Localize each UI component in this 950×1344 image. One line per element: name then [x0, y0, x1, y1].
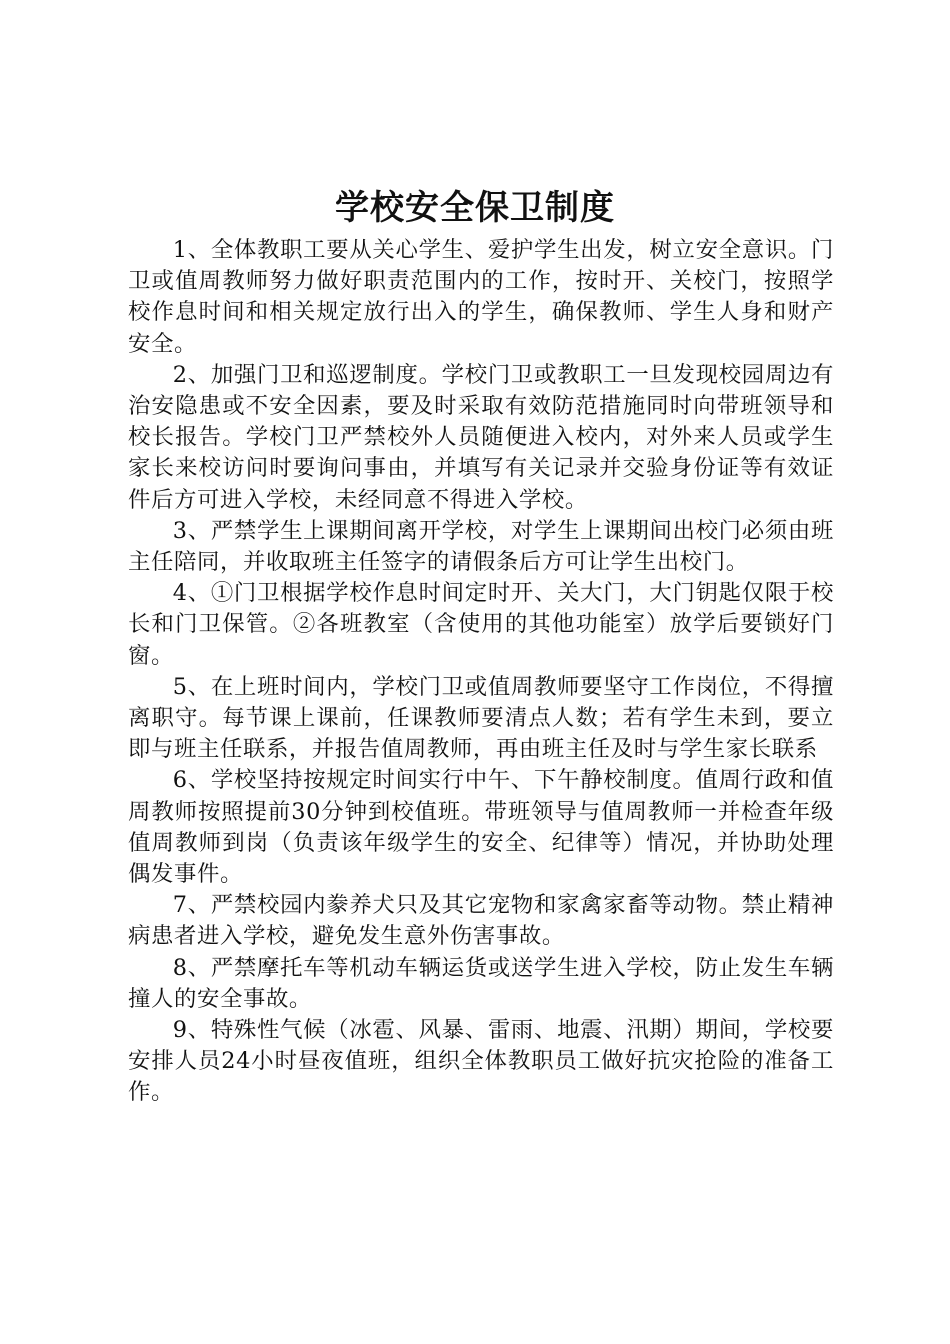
- paragraph-8: 8、严禁摩托车等机动车辆运货或送学生进入学校，防止发生车辆撞人的安全事故。: [128, 954, 834, 1012]
- document-title: 学校安全保卫制度: [335, 188, 615, 228]
- paragraph-4: 4、①门卫根据学校作息时间定时开、关大门，大门钥匙仅限于校长和门卫保管。②各班教室（含使用的其他功能室）放学后要锁好门窗。: [128, 580, 834, 669]
- paragraph-5: 5、在上班时间内，学校门卫或值周教师要坚守工作岗位，不得擅离职守。每节课上课前，任课教师要清点人数；若有学生未到，要立即与班主任联系，并报告值周教师，再由班主任及时与学生家长联系: [128, 673, 834, 763]
- paragraph-6: 6、学校坚持按规定时间实行中午、下午静校制度。值周行政和值周教师按照提前30分钟到校值班。带班领导与值周教师一并检查年级值周教师到岗（负责该年级学生的安全、纪律等）情况，并协助处理偶发事件。: [128, 767, 834, 888]
- paragraph-3: 3、严禁学生上课期间离开学校，对学生上课期间出校门必须由班主任陪同，并收取班主任签字的请假条后方可让学生出校门。: [128, 517, 834, 576]
- paragraph-9: 9、特殊性气候（冰雹、风暴、雷雨、地震、汛期）期间，学校要安排人员24小时昼夜值班，组织全体教职员工做好抗灾抢险的准备工作。: [128, 1017, 834, 1106]
- paragraph-2: 2、加强门卫和巡逻制度。学校门卫或教职工一旦发现校园周边有治安隐患或不安全因素，要及时采取有效防范措施同时向带班领导和校长报告。学校门卫严禁校外人员随便进入校内，对外来人员或学生家长来校访问时要询问事由，并填写有关记录并交验身份证等有效证件后方可进入学校，未经同意不得进入学校。: [128, 361, 834, 513]
- paragraph-1: 1、全体教职工要从关心学生、爱护学生出发，树立安全意识。门卫或值周教师努力做好职责范围内的工作，按时开、关校门，按照学校作息时间和相关规定放行出入的学生，确保教师、学生人身和财产安全。: [128, 237, 834, 357]
- document-body: [128, 235, 834, 1109]
- paragraph-7: 7、严禁校园内豢养犬只及其它宠物和家禽家畜等动物。禁止精神病患者进入学校，避免发生意外伤害事故。: [128, 892, 834, 950]
